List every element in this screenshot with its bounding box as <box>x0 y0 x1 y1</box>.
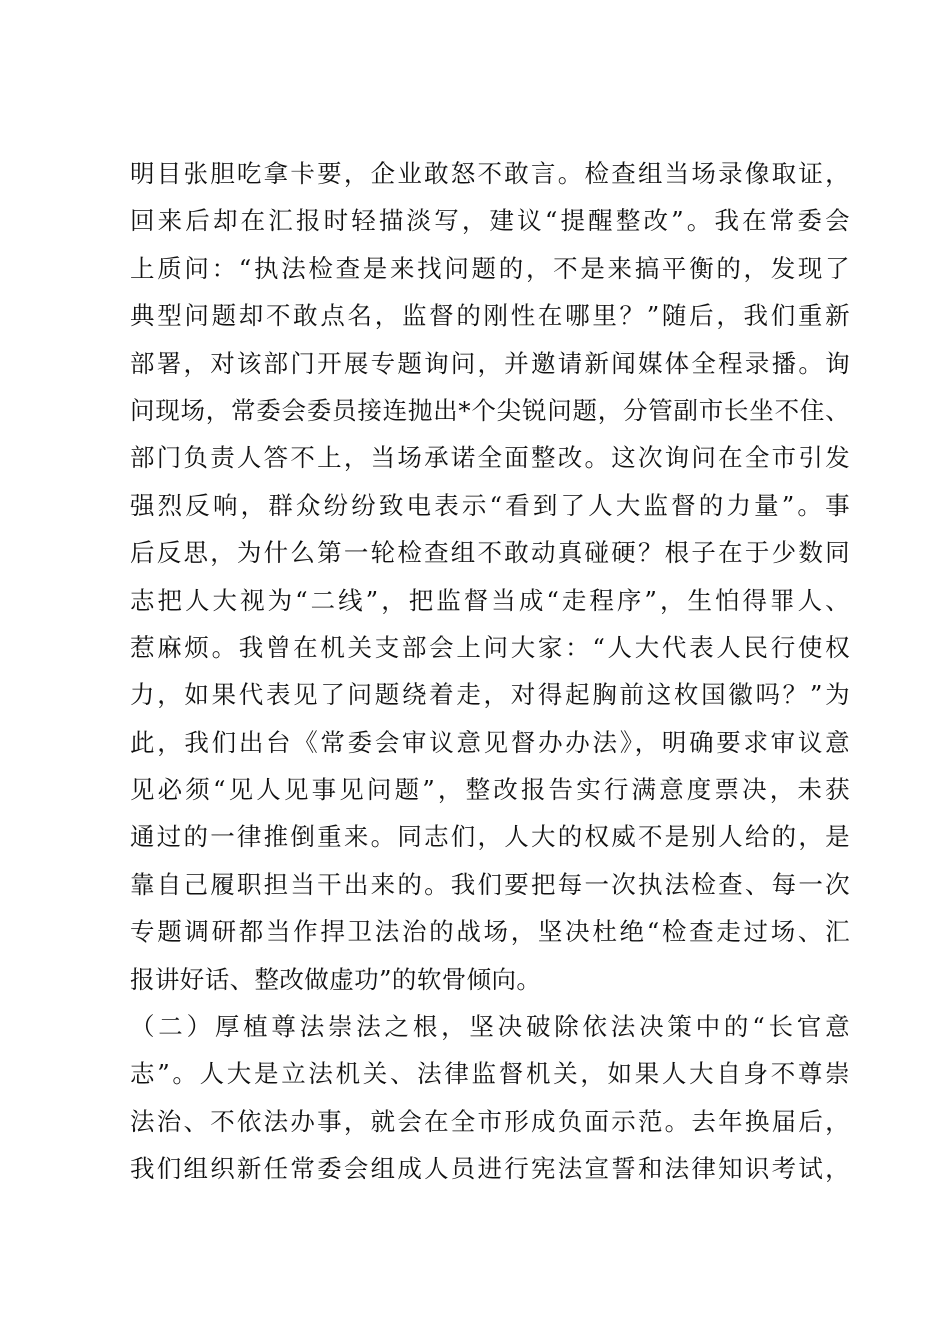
text-line: 志”。人大是立法机关、法律监督机关，如果人大自身不尊崇 <box>130 1059 850 1089</box>
text-line: 上质问：“执法检查是来找问题的，不是来搞平衡的，发现了 <box>130 253 850 283</box>
text-line: 靠自己履职担当干出来的。我们要把每一次执法检查、每一次 <box>130 869 850 899</box>
text-line: 我们组织新任常委会组成人员进行宪法宣誓和法律知识考试， <box>130 1154 850 1184</box>
body-text <box>130 150 850 1193</box>
text-line: 部署，对该部门开展专题询问，并邀请新闻媒体全程录播。询 <box>130 348 850 378</box>
text-line: 问现场，常委会委员接连抛出*个尖锐问题，分管副市长坐不住、 <box>130 395 850 425</box>
section-heading-line: （二）厚植尊法崇法之根，坚决破除依法决策中的“长官意 <box>130 1012 850 1042</box>
text-line: 部门负责人答不上，当场承诺全面整改。这次询问在全市引发 <box>130 443 850 473</box>
text-line: 明目张胆吃拿卡要，企业敢怒不敢言。检查组当场录像取证， <box>130 159 850 188</box>
text-line: 力，如果代表见了问题绕着走，对得起胸前这枚国徽吗？”为 <box>130 680 850 710</box>
text-line: 专题调研都当作捍卫法治的战场，坚决杜绝“检查走过场、汇 <box>130 917 850 947</box>
text-line: 回来后却在汇报时轻描淡写，建议“提醒整改”。我在常委会 <box>130 206 850 236</box>
text-line: 通过的一律推倒重来。同志们，人大的权威不是别人给的，是 <box>130 822 850 852</box>
text-line: 见必须“见人见事见问题”，整改报告实行满意度票决，未获 <box>130 775 850 805</box>
text-line: 强烈反响，群众纷纷致电表示“看到了人大监督的力量”。事 <box>130 490 850 520</box>
paragraph-end-line: 报讲好话、整改做虚功”的软骨倾向。 <box>130 964 542 994</box>
text-line: 志把人大视为“二线”，把监督当成“走程序”，生怕得罪人、 <box>130 585 850 615</box>
text-line: 法治、不依法办事，就会在全市形成负面示范。去年换届后， <box>130 1106 850 1136</box>
text-line: 惹麻烦。我曾在机关支部会上问大家：“人大代表人民行使权 <box>130 632 850 662</box>
text-line: 典型问题却不敢点名，监督的刚性在哪里？”随后，我们重新 <box>130 301 850 331</box>
text-line: 后反思，为什么第一轮检查组不敢动真碰硬？根子在于少数同 <box>130 538 850 568</box>
text-line: 此，我们出台《常委会审议意见督办办法》，明确要求审议意 <box>130 727 850 757</box>
